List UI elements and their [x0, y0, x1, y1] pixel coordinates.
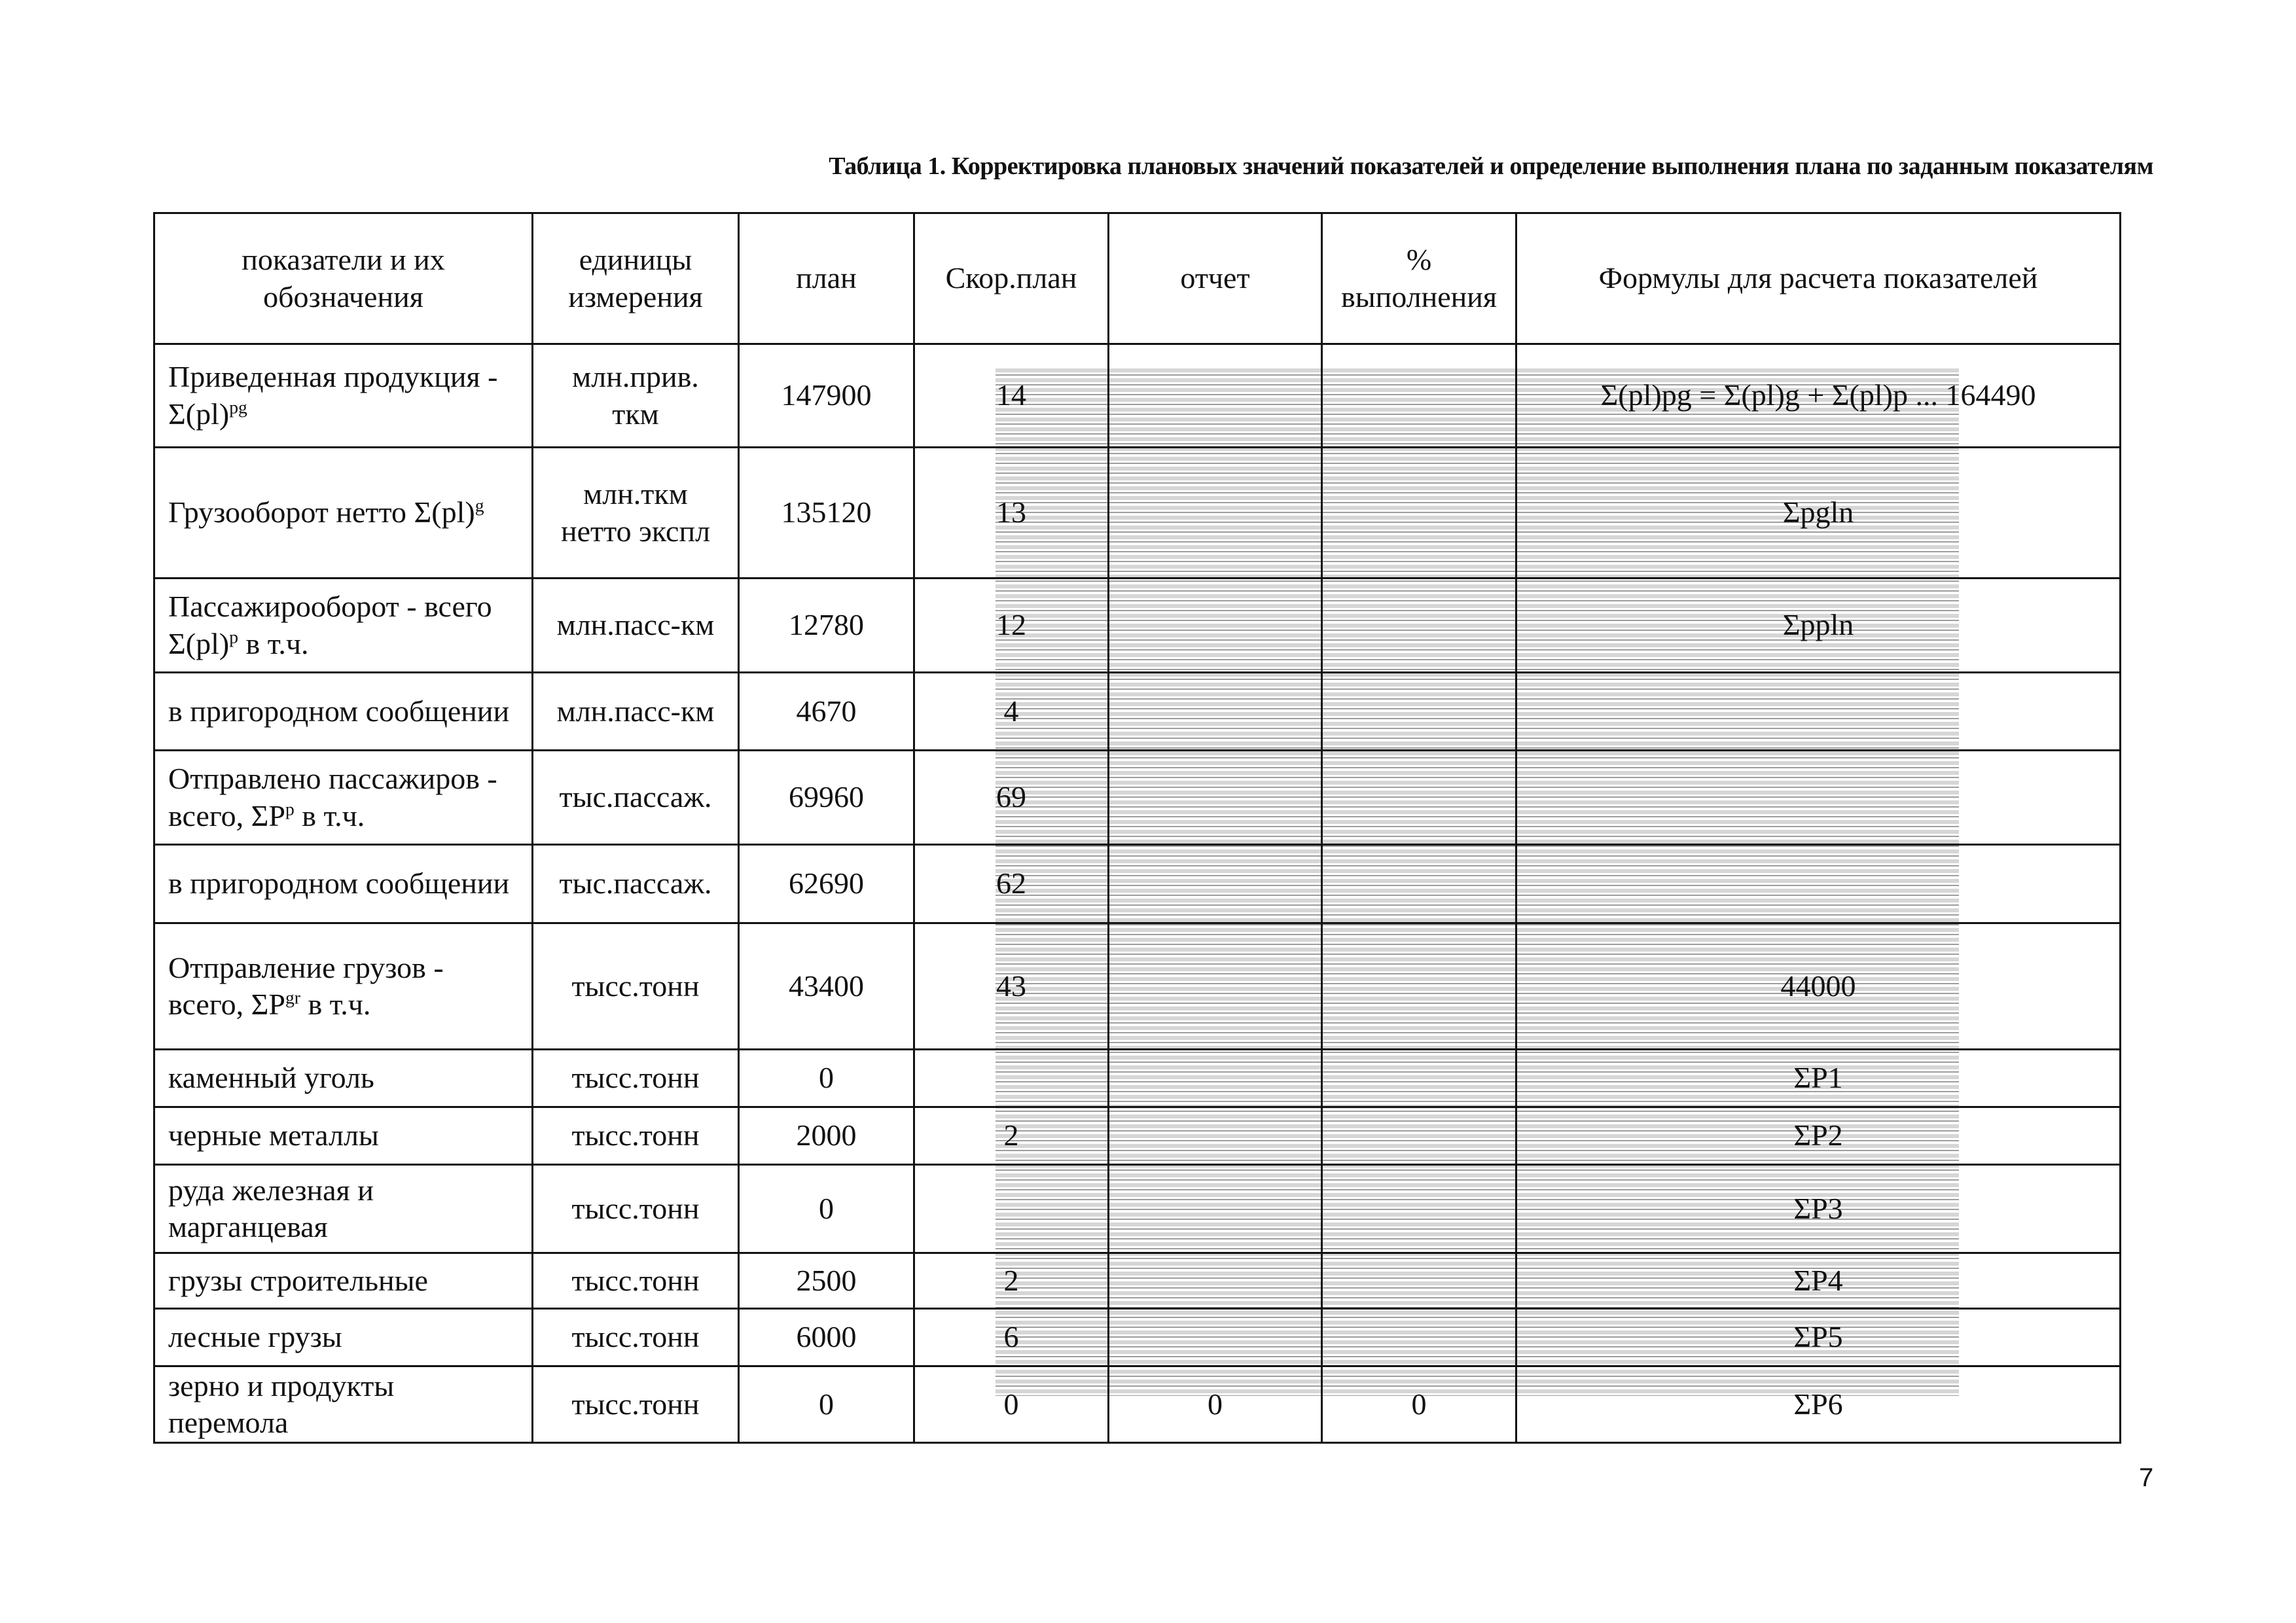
header-row: [154, 213, 2121, 344]
indicator-superscript: gr: [285, 987, 300, 1008]
header-percent: % выполнения: [1322, 213, 1516, 344]
page-number: 7: [2139, 1463, 2154, 1492]
unit-cell: млн.пасс-км: [533, 579, 739, 673]
formula-cell: Σpgln: [1516, 448, 2121, 579]
formula-cell: [1516, 845, 2121, 923]
report-cell: [1109, 344, 1322, 448]
unit-cell: тысс.тонн: [533, 1366, 739, 1443]
indicator-name: в пригородном сообщении: [168, 694, 510, 728]
indicator-name: в пригородном сообщении: [168, 866, 510, 901]
corrected-plan-cell: 69: [914, 751, 1109, 845]
unit-cell: тысс.тонн: [533, 1050, 739, 1107]
indicator-cell: [154, 1107, 533, 1165]
percent-cell: [1322, 1050, 1516, 1107]
indicator-cell: [154, 448, 533, 579]
indicator-superscript: p: [285, 798, 295, 819]
indicator-name: лесные грузы: [168, 1320, 342, 1354]
corrected-plan-cell: [914, 1165, 1109, 1253]
report-cell: [1109, 1107, 1322, 1165]
indicator-cell: [154, 923, 533, 1050]
formula-cell: ΣP3: [1516, 1165, 2121, 1253]
plan-cell: 62690: [739, 845, 914, 923]
plan-cell: 0: [739, 1366, 914, 1443]
report-cell: [1109, 673, 1322, 751]
plan-cell: 6000: [739, 1309, 914, 1366]
formula-cell: ΣP6: [1516, 1366, 2121, 1443]
indicator-cell: [154, 1309, 533, 1366]
corrected-plan-cell: 12: [914, 579, 1109, 673]
report-cell: [1109, 1165, 1322, 1253]
indicator-cell: [154, 845, 533, 923]
report-cell: [1109, 751, 1322, 845]
percent-cell: [1322, 673, 1516, 751]
indicator-cell: [154, 344, 533, 448]
indicator-cell: [154, 1253, 533, 1309]
plan-cell: 0: [739, 1165, 914, 1253]
unit-cell: тыс.пассаж.: [533, 845, 739, 923]
report-cell: [1109, 579, 1322, 673]
percent-cell: [1322, 845, 1516, 923]
corrected-plan-cell: 0: [914, 1366, 1109, 1443]
plan-cell: 135120: [739, 448, 914, 579]
table-row: [154, 1309, 2121, 1366]
percent-cell: [1322, 579, 1516, 673]
plan-cell: 12780: [739, 579, 914, 673]
indicator-suffix: в т.ч.: [300, 988, 371, 1021]
formula-cell: ΣP4: [1516, 1253, 2121, 1309]
unit-cell: млн.пасс-км: [533, 673, 739, 751]
indicator-name: каменный уголь: [168, 1061, 374, 1095]
percent-cell: [1322, 1165, 1516, 1253]
table-row: [154, 1107, 2121, 1165]
indicator-cell: [154, 1050, 533, 1107]
report-cell: 0: [1109, 1366, 1322, 1443]
formula-cell: [1516, 673, 2121, 751]
table-row: [154, 923, 2121, 1050]
plan-cell: 147900: [739, 344, 914, 448]
indicator-superscript: p: [229, 626, 238, 647]
indicator-superscript: g: [475, 495, 484, 516]
unit-cell: тыс.пассаж.: [533, 751, 739, 845]
percent-cell: [1322, 1253, 1516, 1309]
corrected-plan-cell: 2: [914, 1107, 1109, 1165]
table-row: [154, 579, 2121, 673]
indicator-name: Отправление грузов - всего, ΣP: [168, 950, 444, 1021]
header-corrected-plan: Скор.план: [914, 213, 1109, 344]
table-row: [154, 344, 2121, 448]
indicator-cell: [154, 751, 533, 845]
report-cell: [1109, 845, 1322, 923]
header-unit: единицы измерения: [533, 213, 739, 344]
percent-cell: [1322, 751, 1516, 845]
indicator-name: Грузооборот нетто Σ(pl): [168, 495, 475, 529]
table-caption: Таблица 1. Корректировка плановых значений показателей и определение выполнения плана по заданным показателям: [829, 152, 2153, 180]
percent-cell: [1322, 344, 1516, 448]
formula-cell: ΣP1: [1516, 1050, 2121, 1107]
report-cell: [1109, 448, 1322, 579]
table-row: [154, 751, 2121, 845]
unit-cell: тысс.тонн: [533, 1165, 739, 1253]
indicator-name: Приведенная продукция - Σ(pl): [168, 360, 498, 431]
indicator-suffix: в т.ч.: [238, 626, 309, 660]
table-row: [154, 1050, 2121, 1107]
unit-cell: тысс.тонн: [533, 1309, 739, 1366]
report-cell: [1109, 1253, 1322, 1309]
percent-cell: [1322, 448, 1516, 579]
formula-cell: [1516, 751, 2121, 845]
table-row: [154, 845, 2121, 923]
report-cell: [1109, 923, 1322, 1050]
indicator-cell: [154, 1165, 533, 1253]
percent-cell: [1322, 1107, 1516, 1165]
plan-cell: 0: [739, 1050, 914, 1107]
plan-cell: 69960: [739, 751, 914, 845]
percent-cell: 0: [1322, 1366, 1516, 1443]
indicator-cell: [154, 1366, 533, 1443]
table-row: [154, 1253, 2121, 1309]
header-formula: Формулы для расчета показателей: [1516, 213, 2121, 344]
formula-cell: ΣP5: [1516, 1309, 2121, 1366]
corrected-plan-cell: 6: [914, 1309, 1109, 1366]
plan-table: [153, 212, 2121, 1444]
unit-cell: тысс.тонн: [533, 1107, 739, 1165]
table-row: [154, 1165, 2121, 1253]
plan-cell: 4670: [739, 673, 914, 751]
formula-cell: ΣP2: [1516, 1107, 2121, 1165]
corrected-plan-cell: 62: [914, 845, 1109, 923]
unit-cell: тысс.тонн: [533, 1253, 739, 1309]
indicator-name: грузы строительные: [168, 1263, 428, 1297]
plan-cell: 43400: [739, 923, 914, 1050]
table-row: [154, 448, 2121, 579]
plan-cell: 2500: [739, 1253, 914, 1309]
indicator-name: черные металлы: [168, 1118, 379, 1152]
formula-cell: Σ(pl)pg = Σ(pl)g + Σ(pl)p ... 164490: [1516, 344, 2121, 448]
indicator-name: Отправлено пассажиров - всего, ΣP: [168, 762, 497, 832]
unit-cell: тысс.тонн: [533, 923, 739, 1050]
corrected-plan-cell: [914, 1050, 1109, 1107]
unit-cell: млн.прив. ткм: [533, 344, 739, 448]
indicator-suffix: в т.ч.: [294, 798, 365, 832]
unit-cell: млн.ткм нетто экспл: [533, 448, 739, 579]
corrected-plan-cell: 4: [914, 673, 1109, 751]
indicator-superscript: pg: [229, 397, 247, 418]
indicator-name: Пассажирооборот - всего Σ(pl): [168, 590, 492, 660]
formula-cell: 44000: [1516, 923, 2121, 1050]
percent-cell: [1322, 1309, 1516, 1366]
plan-cell: 2000: [739, 1107, 914, 1165]
indicator-name: руда железная и марганцевая: [168, 1173, 374, 1243]
percent-cell: [1322, 923, 1516, 1050]
corrected-plan-cell: 14: [914, 344, 1109, 448]
report-cell: [1109, 1309, 1322, 1366]
corrected-plan-cell: 43: [914, 923, 1109, 1050]
header-plan: план: [739, 213, 914, 344]
header-indicator: показатели и их обозначения: [154, 213, 533, 344]
table-row: [154, 673, 2121, 751]
report-cell: [1109, 1050, 1322, 1107]
indicator-name: зерно и продукты перемола: [168, 1368, 395, 1439]
indicator-cell: [154, 673, 533, 751]
header-report: отчет: [1109, 213, 1322, 344]
formula-cell: Σppln: [1516, 579, 2121, 673]
indicator-cell: [154, 579, 533, 673]
corrected-plan-cell: 13: [914, 448, 1109, 579]
table-row: [154, 1366, 2121, 1443]
corrected-plan-cell: 2: [914, 1253, 1109, 1309]
